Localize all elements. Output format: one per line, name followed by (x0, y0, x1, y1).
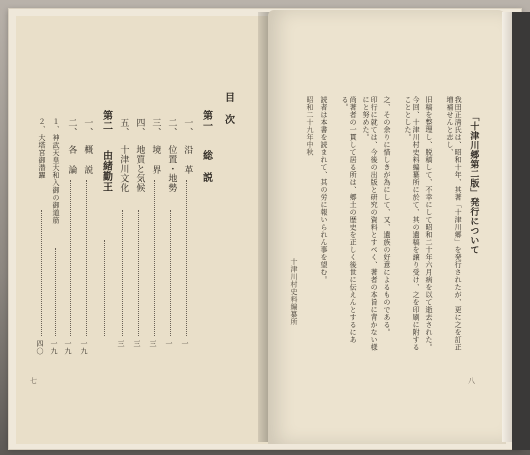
toc-item-title: 沿 革 (182, 145, 193, 175)
toc-section2-label: 第二 (100, 110, 112, 131)
toc-item-page: 一九 (80, 340, 89, 355)
toc-leader (55, 248, 56, 336)
preface-paragraph: 今回、十津川村史料編纂所に於て、其の遺稿を譲り受け、之を印刷に附することとした。 (404, 96, 421, 351)
preface-paragraph: 我田正清氏は、昭和十年、其著「十津川郷」を発行されたが、更に之を訂正増補せんと志し、 (446, 96, 463, 351)
toc-item-page: 三 (117, 340, 126, 348)
toc-item-title: 位置・地勢 (166, 145, 177, 193)
publisher-name: 十津川村史料編纂所 (290, 258, 299, 326)
preface-paragraph: 旧稿を整理し、脱稿して、不幸にして昭和二十年六月病を以て逝去された。 (425, 96, 434, 351)
toc-leader (86, 180, 87, 336)
toc-item-title: 概 説 (82, 145, 93, 175)
book-edge (512, 12, 530, 450)
toc-leader (138, 210, 139, 336)
toc-leader (186, 180, 187, 336)
toc-item-page: 四〇 (36, 340, 45, 355)
toc-section2-title: 由緒勤王 (100, 150, 112, 192)
toc-item-title: 大塔宮御潜躍 (38, 134, 47, 179)
preface-paragraph: 之、その余りに惜しきが為にして、又、遺族の好意によるものである。 (383, 96, 392, 336)
preface-title: 「十津川郷第二版」発行について (468, 112, 479, 255)
toc-leader (70, 180, 71, 336)
preface-paragraph: 尚著者の一貫して居る所は、郷土の歴史を正しく後世に伝えんとするにある。 (341, 96, 358, 344)
toc-item-no: 一、 (82, 118, 93, 137)
preface-paragraph: 読者は本書を読まれて、其の労に報いられん事を望む。 (320, 96, 329, 284)
toc-leader (170, 210, 171, 336)
toc-item-page: 一九 (50, 340, 59, 355)
preface-date: 昭和二十九年中秋 (306, 96, 315, 156)
left-page (16, 16, 272, 444)
toc-section1-label: 第一 (200, 110, 212, 131)
toc-item-no: 二、 (166, 118, 177, 137)
toc-item-page: 一九 (64, 340, 73, 355)
toc-leader (122, 210, 123, 336)
toc-item-no: 一、 (182, 118, 193, 137)
toc-item-no: ２、 (38, 118, 47, 133)
toc-item-no: 三、 (150, 118, 161, 137)
toc-item-title: 神武天皇大和入御の御道筋 (52, 134, 61, 224)
left-folio: 七 (30, 377, 37, 385)
toc-item-no: １、 (52, 118, 61, 133)
toc-leader (154, 180, 155, 336)
toc-section1-title: 総 説 (200, 150, 212, 183)
toc-item-no: 五、 (118, 118, 129, 137)
toc-item-no: 四、 (134, 118, 145, 137)
toc-item-page: 一 (165, 340, 174, 348)
toc-item-title: 地質と気候 (134, 145, 145, 193)
toc-item-page: 一 (181, 340, 190, 348)
toc-leader (104, 240, 105, 336)
toc-item-page: 三 (133, 340, 142, 348)
toc-item-title: 各 論 (66, 145, 77, 175)
toc-item-title: 境 界 (150, 145, 161, 175)
toc-item-title: 十津川文化 (118, 145, 129, 193)
right-folio: 八 (468, 377, 475, 385)
toc-leader (41, 210, 42, 336)
toc-item-page: 三 (149, 340, 158, 348)
preface-paragraph: 印行に就ては、今後の出版と研究の資料とすべく、著者の本旨に背かない様にと努めた。 (362, 96, 379, 351)
toc-item-no: 二、 (66, 118, 77, 137)
toc-title: 目 次 (222, 92, 234, 125)
